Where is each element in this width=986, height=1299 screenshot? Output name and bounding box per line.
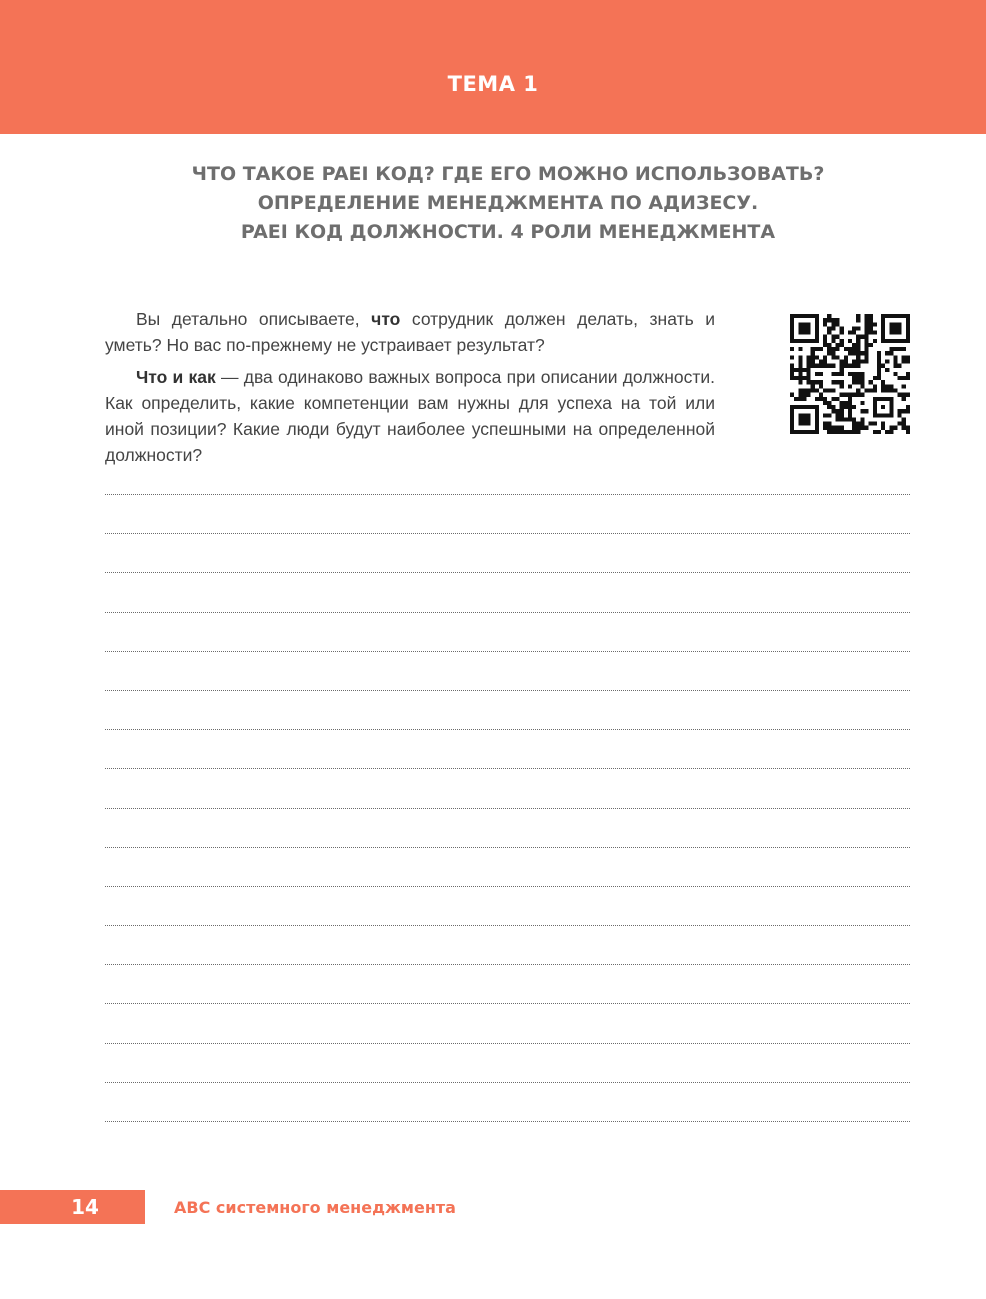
writing-line — [105, 533, 910, 534]
writing-line — [105, 494, 910, 495]
intro-paragraph-1 — [105, 306, 715, 358]
writing-lines — [105, 494, 910, 1160]
page-title — [150, 160, 866, 247]
writing-line — [105, 1003, 910, 1004]
writing-line — [105, 572, 910, 573]
p2-bold: Что и как — [136, 367, 216, 387]
writing-line — [105, 1043, 910, 1044]
title-line-3: PAEI КОД ДОЛЖНОСТИ. 4 РОЛИ МЕНЕДЖМЕНТА — [240, 221, 776, 243]
writing-line — [105, 1082, 910, 1083]
writing-line — [105, 690, 910, 691]
title-line-2: ОПРЕДЕЛЕНИЕ МЕНЕДЖМЕНТА ПО АДИЗЕСУ. — [257, 192, 759, 214]
topic-label: ТЕМА 1 — [447, 72, 539, 96]
writing-line — [105, 729, 910, 730]
writing-line — [105, 925, 910, 926]
writing-line — [105, 964, 910, 965]
writing-line — [105, 1121, 910, 1122]
writing-line — [105, 808, 910, 809]
writing-line — [105, 651, 910, 652]
writing-line — [105, 768, 910, 769]
p1-bold: что — [371, 309, 401, 329]
page-number: 14 — [71, 1195, 99, 1219]
book-title: ABC системного менеджмента — [174, 1198, 456, 1217]
p1-text-end: сотрудник должен делать, знать и уметь? Но вас по-прежнему не устраивает результат? — [105, 309, 715, 355]
p2-text: — два одинаково важных вопроса при описании должности. Как определить, какие компетенции вам нужны для успеха на той или иной позиции? Какие люди будут наиболее успешными на определенной должности? — [105, 367, 715, 465]
header-band — [0, 0, 986, 134]
p1-text-start: Вы детально описываете, — [136, 309, 372, 329]
qr-code-icon[interactable] — [790, 314, 910, 434]
intro-paragraph-2 — [105, 364, 715, 468]
intro-text — [105, 306, 715, 474]
writing-line — [105, 612, 910, 613]
title-line-1: ЧТО ТАКОЕ PAEI КОД? ГДЕ ЕГО МОЖНО ИСПОЛЬЗОВАТЬ? — [191, 163, 825, 185]
writing-line — [105, 847, 910, 848]
writing-line — [105, 886, 910, 887]
